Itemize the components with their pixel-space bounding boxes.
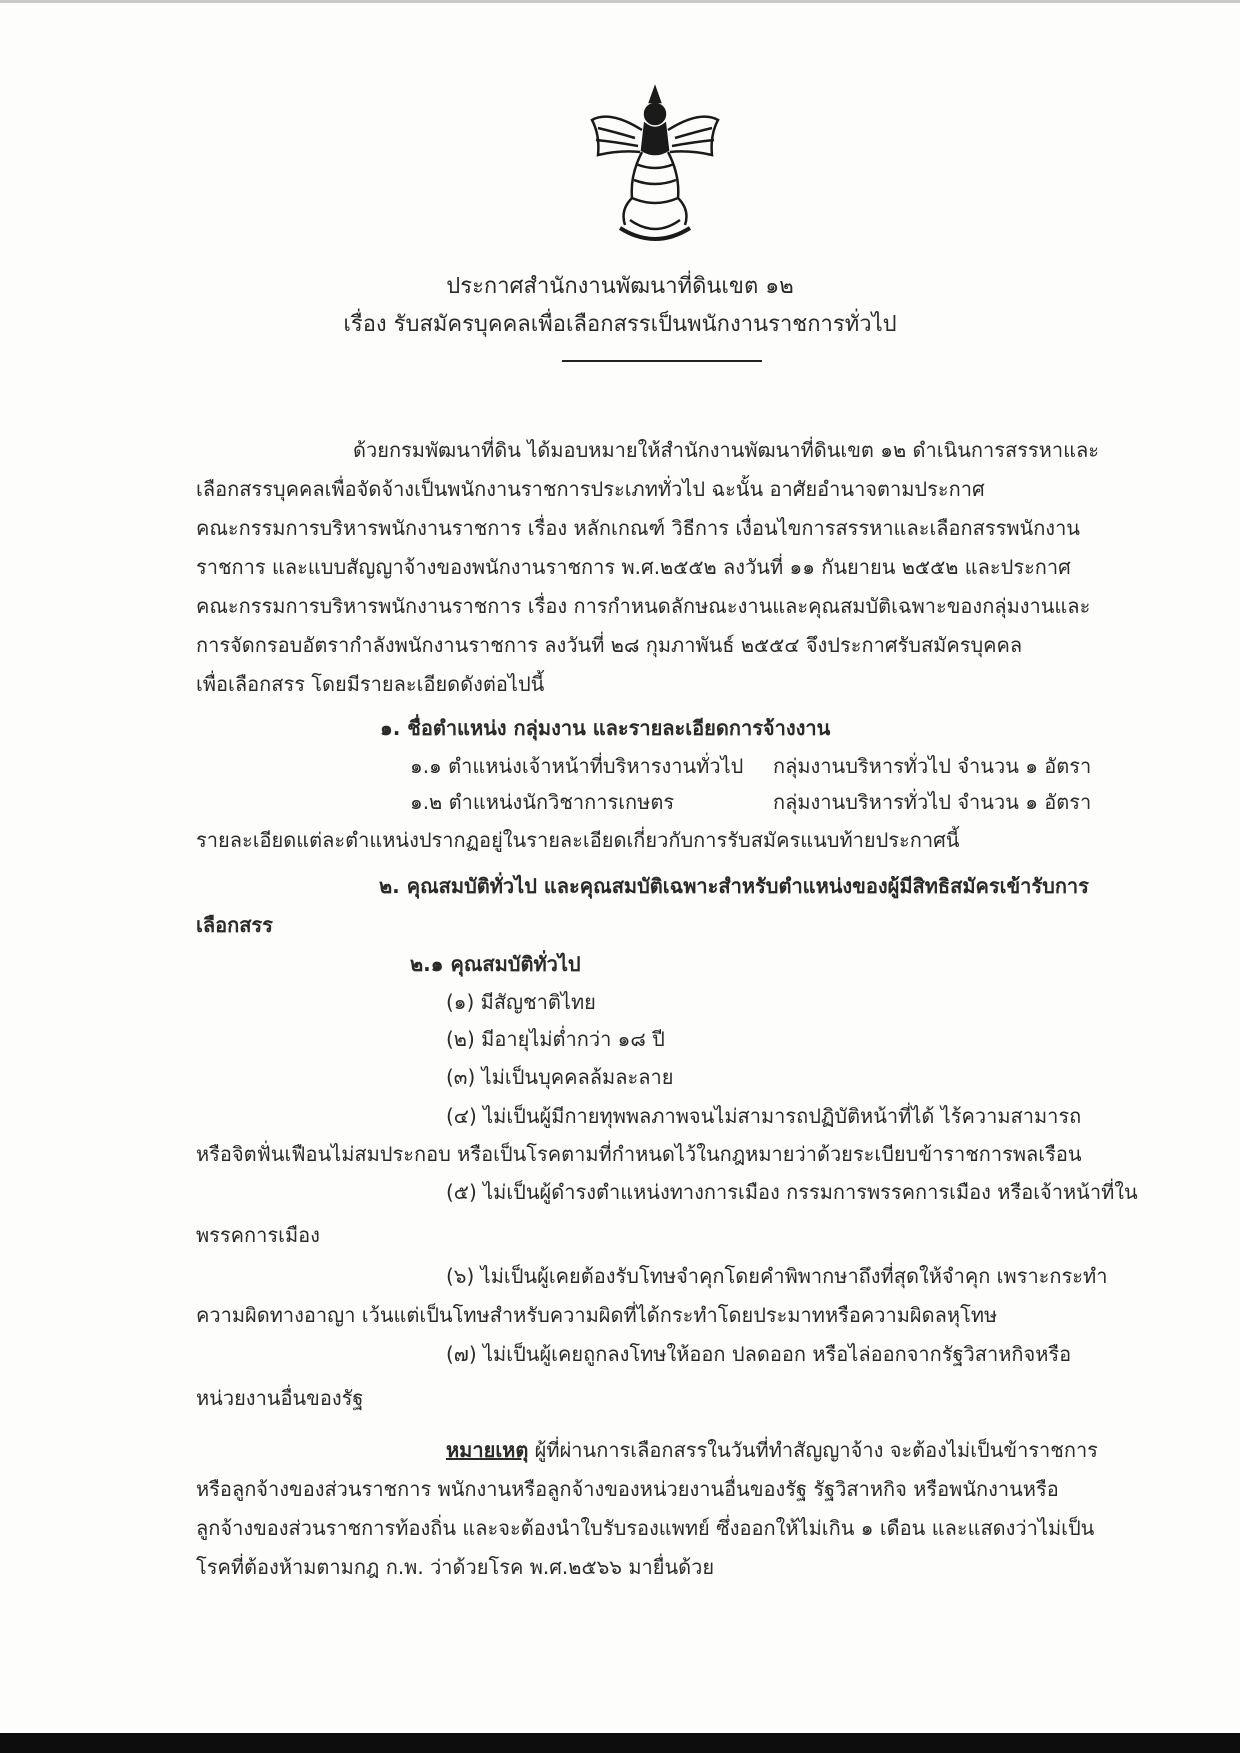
- announcement-title: ประกาศสำนักงานพัฒนาที่ดินเขต ๑๒: [446, 274, 794, 299]
- section2-heading: ๒. คุณสมบัติทั่วไป และคุณสมบัติเฉพาะสำหรับตำแหน่งของผู้มีสิทธิสมัครเข้ารับการ: [379, 874, 1089, 898]
- qualification-item-cont: หรือจิตฟั่นเฟือนไม่สมประกอบ หรือเป็นโรคตามที่กำหนดไว้ในกฎหมายว่าด้วยระเบียบข้าราชการพลเรือน: [196, 1142, 1082, 1166]
- announcement-subject: เรื่อง รับสมัครบุคคลเพื่อเลือกสรรเป็นพนักงานราชการทั่วไป: [343, 312, 897, 337]
- qualification-item-cont: ความผิดทางอาญา เว้นแต่เป็นโทษสำหรับความผิดที่ได้กระทำโดยประมาทหรือความผิดลหุโทษ: [196, 1303, 998, 1327]
- position-group: กลุ่มงานบริหารทั่วไป จำนวน ๑ อัตรา: [773, 754, 1092, 778]
- section2-sub-heading: ๒.๑ คุณสมบัติทั่วไป: [410, 952, 581, 976]
- qualification-item: (๗) ไม่เป็นผู้เคยถูกลงโทษให้ออก ปลดออก หรือไล่ออกจากรัฐวิสาหกิจหรือ: [446, 1342, 1072, 1366]
- intro-line: ราชการ และแบบสัญญาจ้างของพนักงานราชการ พ.ศ.๒๕๕๒ ลงวันที่ ๑๑ กันยายน ๒๕๕๒ และประกาศ: [196, 555, 1071, 579]
- scan-bottom-edge: [0, 1733, 1240, 1753]
- position-group: กลุ่มงานบริหารทั่วไป จำนวน ๑ อัตรา: [773, 790, 1092, 814]
- qualification-item: (๖) ไม่เป็นผู้เคยต้องรับโทษจำคุกโดยคำพิพากษาถึงที่สุดให้จำคุก เพราะกระทำ: [446, 1264, 1108, 1288]
- remark-text: ผู้ที่ผ่านการเลือกสรรในวันที่ทำสัญญาจ้าง จะต้องไม่เป็นข้าราชการ: [528, 1438, 1098, 1462]
- section2-heading-cont: เลือกสรร: [196, 913, 273, 937]
- remark-first-line: [446, 1436, 1098, 1464]
- qualification-item: (๔) ไม่เป็นผู้มีกายทุพพลภาพจนไม่สามารถปฏิบัติหน้าที่ได้ ไร้ความสามารถ: [446, 1104, 1082, 1128]
- remark-line: โรคที่ต้องห้ามตามกฎ ก.พ. ว่าด้วยโรค พ.ศ.๒๕๖๖ มายื่นด้วย: [196, 1555, 715, 1579]
- position-label: ๑.๑ ตำแหน่งเจ้าหน้าที่บริหารงานทั่วไป: [410, 754, 744, 778]
- intro-line: ด้วยกรมพัฒนาที่ดิน ได้มอบหมายให้สำนักงานพัฒนาที่ดินเขต ๑๒ ดำเนินการสรรหาและ: [353, 438, 1099, 462]
- position-label: ๑.๒ ตำแหน่งนักวิชาการเกษตร: [410, 790, 675, 814]
- qualification-item: (๑) มีสัญชาติไทย: [446, 990, 596, 1014]
- remark-line: ลูกจ้างของส่วนราชการท้องถิ่น และจะต้องนำใบรับรองแพทย์ ซึ่งออกให้ไม่เกิน ๑ เดือน และแสดงว่าไม่เป็น: [196, 1516, 1095, 1540]
- intro-line: คณะกรรมการบริหารพนักงานราชการ เรื่อง หลักเกณฑ์ วิธีการ เงื่อนไขการสรรหาและเลือกสรรพนักงาน: [196, 516, 1080, 540]
- garuda-emblem: [580, 80, 730, 250]
- qualification-item-cont: พรรคการเมือง: [196, 1223, 320, 1247]
- scan-top-edge: [0, 0, 1240, 3]
- intro-line: การจัดกรอบอัตรากำลังพนักงานราชการ ลงวันที่ ๒๘ กุมภาพันธ์ ๒๕๕๔ จึงประกาศรับสมัครบุคคล: [196, 633, 1023, 657]
- section1-heading: ๑. ชื่อตำแหน่ง กลุ่มงาน และรายละเอียดการจ้างงาน: [380, 716, 831, 740]
- qualification-item: (๓) ไม่เป็นบุคคลล้มละลาย: [446, 1065, 674, 1089]
- qualification-item: (๒) มีอายุไม่ต่ำกว่า ๑๘ ปี: [446, 1027, 665, 1051]
- intro-line: เพื่อเลือกสรร โดยมีรายละเอียดดังต่อไปนี้: [196, 672, 545, 696]
- qualification-item-cont: หน่วยงานอื่นของรัฐ: [196, 1386, 364, 1410]
- intro-line: คณะกรรมการบริหารพนักงานราชการ เรื่อง การกำหนดลักษณะงานและคุณสมบัติเฉพาะของกลุ่มงานและ: [196, 594, 1091, 618]
- remark-line: หรือลูกจ้างของส่วนราชการ พนักงานหรือลูกจ้างของหน่วยงานอื่นของรัฐ รัฐวิสาหกิจ หรือพนักงานหรือ: [196, 1477, 1059, 1501]
- remark-label: หมายเหตุ: [446, 1438, 529, 1462]
- section1-note: รายละเอียดแต่ละตำแหน่งปรากฏอยู่ในรายละเอียดเกี่ยวกับการรับสมัครแนบท้ายประกาศนี้: [196, 828, 960, 852]
- title-divider: [562, 360, 762, 362]
- intro-line: เลือกสรรบุคคลเพื่อจัดจ้างเป็นพนักงานราชการประเภททั่วไป ฉะนั้น อาศัยอำนาจตามประกาศ: [196, 477, 985, 501]
- qualification-item: (๕) ไม่เป็นผู้ดำรงตำแหน่งทางการเมือง กรรมการพรรคการเมือง หรือเจ้าหน้าที่ใน: [446, 1180, 1138, 1204]
